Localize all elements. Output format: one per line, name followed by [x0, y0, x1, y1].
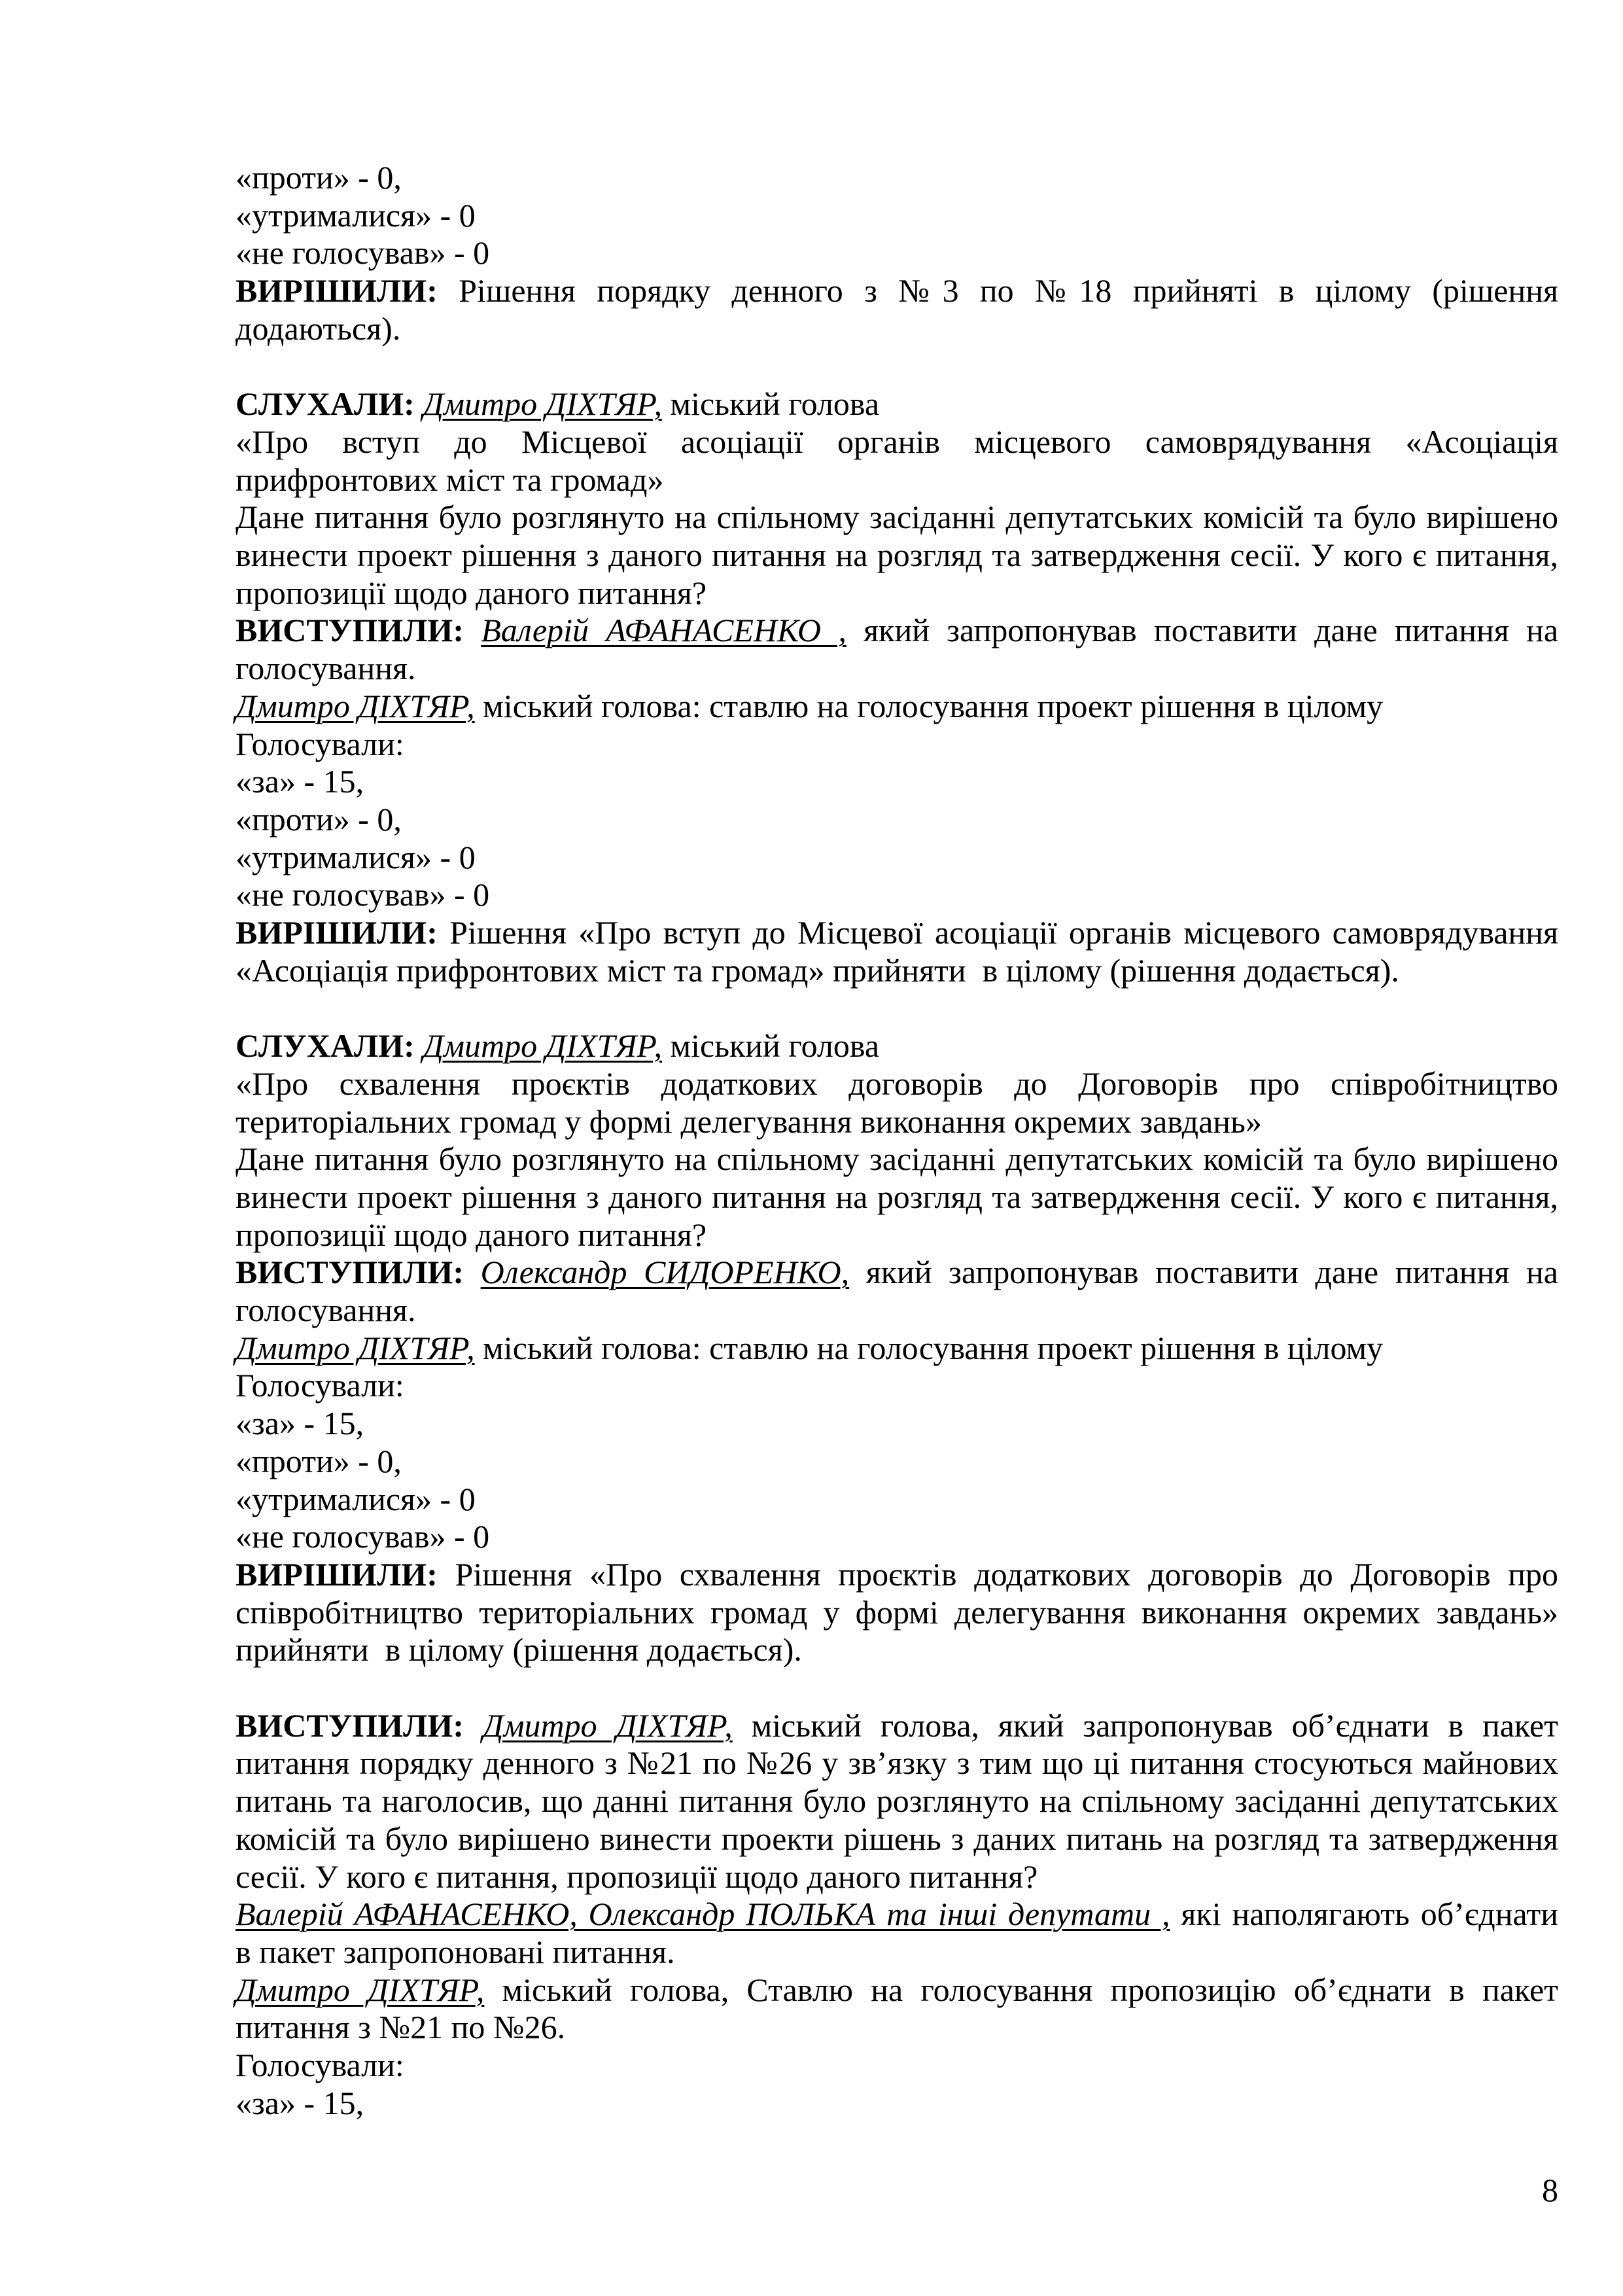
text-segment: прийняти в цілому (рішення додається).	[236, 1631, 802, 1669]
text-segment: міський голова, який запропонував об’єднати в пакет	[732, 1706, 1558, 1744]
text-line	[236, 1631, 1558, 1669]
text-segment: «не голосував» - 0	[236, 876, 490, 913]
text-line	[236, 1744, 1558, 1782]
text-line	[236, 1971, 1558, 2009]
text-line	[236, 1442, 1558, 1480]
text-line	[236, 762, 1558, 800]
text-line	[236, 838, 1558, 876]
speaker-name: Дмитро ДІХТЯР,	[236, 1329, 475, 1366]
text-segment: міський голова	[661, 1027, 880, 1065]
text-segment: винести проект рішення з даного питання на розгляд та затвердження сесії. У кого є питання,	[236, 537, 1558, 573]
text-segment: Голосували:	[236, 1367, 404, 1404]
text-segment: «Про схвалення проєктів додаткових договорів до Договорів про співробітництво	[236, 1065, 1558, 1102]
text-segment: «утрималися» - 0	[236, 838, 476, 875]
text-line	[236, 1027, 1558, 1065]
text-line	[236, 1103, 1558, 1140]
speaker-name: Дмитро ДІХТЯР,	[423, 385, 662, 423]
text-line	[236, 1291, 1558, 1329]
speaker-name: Валерій АФАНАСЕНКО, Олександр ПОЛЬКА та інші депутати ,	[236, 1896, 1170, 1933]
section-label: ВИСТУПИЛИ:	[236, 1706, 483, 1744]
speaker-name: Дмитро ДІХТЯР,	[482, 1706, 733, 1744]
text-segment: питань та наголосив, що данні питання було розглянуто на спільному засіданні депутатських	[236, 1782, 1558, 1820]
text-line	[236, 800, 1558, 838]
text-line	[236, 1820, 1558, 1858]
text-segment: додаються).	[236, 309, 401, 347]
text-line	[236, 1555, 1558, 1593]
text-line	[236, 1858, 1558, 1896]
speaker-name: Валерій АФАНАСЕНКО ,	[481, 612, 846, 649]
text-line	[236, 423, 1558, 461]
text-segment: який запропонував поставити дане питання на	[846, 612, 1559, 649]
text-line	[236, 1140, 1558, 1178]
speaker-name: Дмитро ДІХТЯР,	[423, 1027, 662, 1065]
page-number: 8	[1542, 2172, 1558, 2208]
text-line	[236, 1178, 1558, 1216]
section-label: ВИСТУПИЛИ:	[236, 612, 481, 649]
text-segment: співробітництво територіальних громад у формі делегування виконання окремих завдань»	[236, 1593, 1558, 1631]
text-line	[236, 687, 1558, 725]
speaker-name: Дмитро ДІХТЯР,	[236, 1971, 485, 2008]
text-segment: винести проект рішення з даного питання на розгляд та затвердження сесії. У кого є питання,	[236, 1178, 1558, 1215]
text-line	[236, 536, 1558, 574]
text-line	[236, 2046, 1558, 2084]
text-line	[236, 951, 1558, 989]
section-label: ВИРІШИЛИ:	[236, 272, 438, 309]
text-line	[236, 309, 1558, 347]
section-label: ВИРІШИЛИ:	[236, 914, 438, 951]
text-line	[236, 272, 1558, 309]
text-segment: Дане питання було розглянуто на спільному засіданні депутатських комісій та було вирішено	[236, 499, 1558, 536]
section-label: ВИСТУПИЛИ:	[236, 1254, 481, 1291]
text-segment: «утрималися» - 0	[236, 1480, 476, 1517]
text-segment: пропозиції щодо даного питання?	[236, 1216, 707, 1253]
text-line	[236, 1366, 1558, 1404]
text-segment: голосування.	[236, 1292, 416, 1328]
text-line	[236, 1216, 1558, 1254]
text-line	[236, 461, 1558, 499]
text-line	[236, 234, 1558, 272]
text-segment: «за» - 15,	[236, 763, 364, 800]
text-segment: територіальних громад у формі делегування виконання окремих завдань»	[236, 1103, 1262, 1140]
text-segment: голосування.	[236, 650, 416, 687]
text-segment: міський голова: ставлю на голосування проект рішення в цілому	[474, 1329, 1384, 1366]
text-segment: «Про вступ до Місцевої асоціації органів місцевого самоврядування «Асоціація	[236, 423, 1558, 460]
text-segment: Дане питання було розглянуто на спільному засіданні депутатських комісій та було вирішено	[236, 1140, 1558, 1178]
text-segment: «не голосував» - 0	[236, 234, 490, 272]
text-segment: питання порядку денного з №21 по №26 у зв’язку з тим що ці питання стосуються майнових	[236, 1744, 1558, 1782]
text-segment: «Асоціація прифронтових міст та громад» прийняти в цілому (рішення додається).	[236, 951, 1399, 989]
text-line	[236, 1593, 1558, 1631]
section-label: СЛУХАЛИ:	[236, 1027, 423, 1065]
text-line	[236, 574, 1558, 612]
text-segment: «не голосував» - 0	[236, 1518, 490, 1555]
text-line	[236, 498, 1558, 536]
text-segment: комісій та було вирішено винести проекти рішень з даних питань на розгляд та затвердження	[236, 1820, 1558, 1857]
text-line	[236, 1706, 1558, 1744]
text-line	[236, 1253, 1558, 1291]
text-segment: «за» - 15,	[236, 2084, 364, 2121]
text-segment: міський голова: ставлю на голосування проект рішення в цілому	[474, 687, 1384, 724]
text-line	[236, 1404, 1558, 1442]
text-segment: міський голова, Ставлю на голосування пропозицію об’єднати в пакет	[484, 1971, 1559, 2008]
text-line	[236, 1782, 1558, 1820]
speaker-name: Олександр СИДОРЕНКО,	[480, 1254, 850, 1291]
text-line	[236, 2084, 1558, 2122]
text-segment: пропозиції щодо даного питання?	[236, 574, 707, 611]
text-segment: сесії. У кого є питання, пропозиції щодо даного питання?	[236, 1858, 1038, 1895]
text-segment: питання з №21 по №26.	[236, 2009, 566, 2046]
text-line	[236, 875, 1558, 913]
text-line	[236, 2008, 1558, 2046]
text-line	[236, 1480, 1558, 1518]
text-line	[236, 158, 1558, 196]
text-segment: міський голова	[661, 385, 880, 423]
text-line	[236, 1329, 1558, 1367]
section-label: СЛУХАЛИ:	[236, 385, 423, 423]
text-segment: «проти» - 0,	[236, 800, 402, 838]
text-segment: які наполягають об’єднати	[1170, 1896, 1558, 1933]
text-segment: «утрималися» - 0	[236, 196, 476, 234]
text-line	[236, 611, 1558, 649]
text-segment: Рішення порядку денного з №3 по №18 прийняті в цілому (рішення	[437, 272, 1558, 309]
text-segment: Голосували:	[236, 2047, 404, 2083]
speaker-name: Дмитро ДІХТЯР,	[236, 687, 475, 724]
text-line	[236, 1895, 1558, 1933]
section-label: ВИРІШИЛИ:	[236, 1555, 438, 1593]
text-segment: який запропонував поставити дане питання на	[849, 1254, 1558, 1291]
text-segment: в пакет запропоновані питання.	[236, 1933, 675, 1970]
text-segment: Рішення «Про схвалення проєктів додаткових договорів до Договорів про	[437, 1555, 1558, 1593]
text-line	[236, 385, 1558, 423]
text-segment: «за» - 15,	[236, 1405, 364, 1442]
text-line	[236, 1065, 1558, 1103]
text-segment: Голосували:	[236, 725, 404, 762]
text-line	[236, 649, 1558, 687]
text-line	[236, 1517, 1558, 1555]
text-segment: «проти» - 0,	[236, 1442, 402, 1479]
text-line	[236, 196, 1558, 234]
text-line	[236, 725, 1558, 763]
text-line	[236, 1933, 1558, 1971]
text-segment: «проти» - 0,	[236, 159, 402, 196]
text-segment: Рішення «Про вступ до Місцевої асоціації органів місцевого самоврядування	[437, 914, 1558, 951]
text-segment: прифронтових міст та громад»	[236, 461, 664, 498]
text-line	[236, 913, 1558, 951]
